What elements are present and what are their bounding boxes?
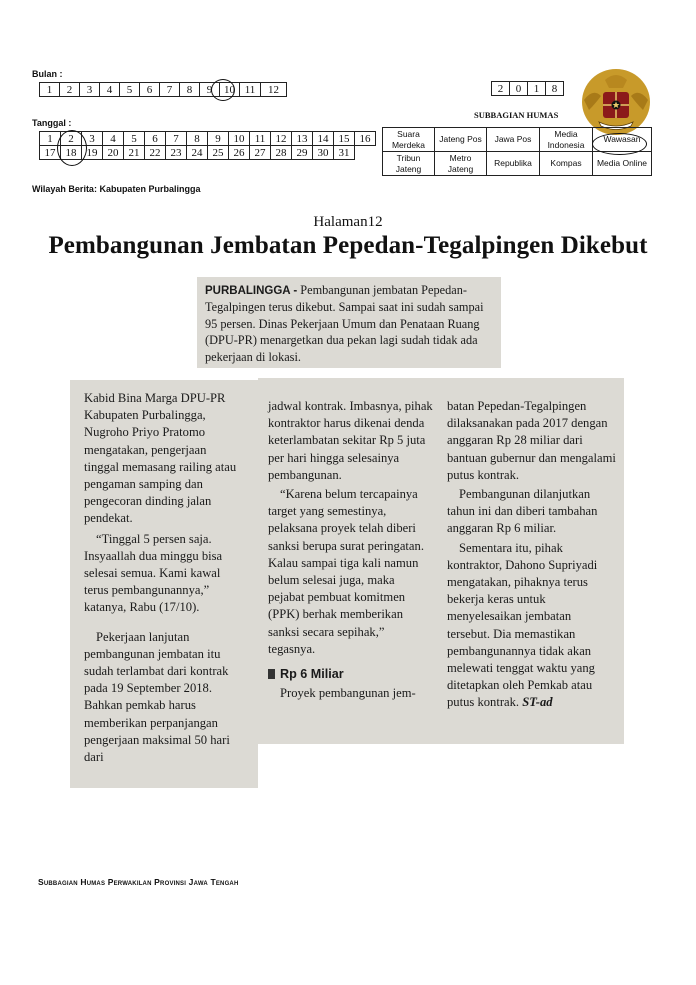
date-cell: 7: [166, 132, 187, 146]
col1-paragraph-1: Kabid Bina Marga DPU-PR Kabupaten Purbalingga, Nugroho Priyo Pratomo mengatakan, pengerjaan tinggal memasang railing atau pengaman samping dan pengecoran dinding jalan pendekat.: [84, 391, 237, 526]
wilayah-label: Wilayah Berita: Kabupaten Purbalingga: [32, 184, 201, 194]
unit-label: SUBBAGIAN HUMAS: [474, 110, 559, 120]
date-cell: 27: [250, 146, 271, 160]
date-cell: 2: [61, 132, 82, 146]
date-cell: 20: [103, 146, 124, 160]
date-cell: 29: [292, 146, 313, 160]
date-cell: 22: [145, 146, 166, 160]
month-cell: 3: [80, 83, 100, 97]
date-cell: 5: [124, 132, 145, 146]
media-cell: Media Indonesia: [540, 128, 593, 152]
date-cell: 16: [355, 132, 376, 146]
lead-text: Pembangunan jembatan Pepedan-Tegalpingen terus dikebut. Sampai saat ini sudah sampai 95 persen. Dinas Pekerjaan Umum dan Penataan Ruang (DPU-PR) menargetkan dua pekan lagi sudah tidak ada pekerjaan di lokasi.: [205, 283, 484, 364]
media-table: [382, 127, 652, 176]
date-cell: 1: [40, 132, 61, 146]
month-cell: 2: [60, 83, 80, 97]
date-cell: 15: [334, 132, 355, 146]
col2-paragraph-1: jadwal kontrak. Imbasnya, pihak kontraktor harus dikenai denda keterlambatan sekitar Rp 5 juta per hari hingga selesainya pembangunan.: [268, 399, 433, 482]
date-cell: 4: [103, 132, 124, 146]
page-number: Halaman12: [313, 214, 383, 230]
media-cell: Suara Merdeka: [383, 128, 435, 152]
year-digit-cell: 8: [546, 82, 564, 96]
date-cell: 19: [82, 146, 103, 160]
media-cell: Tribun Jateng: [383, 152, 435, 176]
date-cell: 10: [229, 132, 250, 146]
date-cell: 24: [187, 146, 208, 160]
date-cell: 12: [271, 132, 292, 146]
media-cell: Kompas: [540, 152, 593, 176]
lead-clipping: [197, 277, 501, 368]
bulan-label: Bulan :: [32, 69, 63, 79]
date-cell: 14: [313, 132, 334, 146]
month-cell: 9: [200, 83, 220, 97]
date-cell: 6: [145, 132, 166, 146]
date-cell: 3: [82, 132, 103, 146]
month-cell: 11: [240, 83, 261, 97]
col3-paragraph-2: Pembangunan dilanjutkan tahun ini dan diberi tambahan anggaran Rp 6 miliar.: [447, 487, 598, 536]
col2-paragraph-2: “Karena belum tercapainya target yang semestinya, pelaksana proyek telah diberi sanksi berupa surat peringatan. Kalau sampai tiga kali namun belum selesai juga, maka pejabat pembuat komitmen (PPK) berhak memberikan sanksi secara sepihak,” tegasnya.: [268, 487, 424, 656]
year-digit-cell: 0: [510, 82, 528, 96]
month-cell: 5: [120, 83, 140, 97]
column-2-3-clipping: [258, 378, 624, 744]
column-1-clipping: [70, 380, 258, 788]
date-cell: 21: [124, 146, 145, 160]
column-2: [268, 398, 433, 702]
col2-paragraph-3: Proyek pembangunan jem-: [280, 686, 416, 701]
month-cell: 1: [40, 83, 60, 97]
media-cell: Jateng Pos: [435, 128, 487, 152]
date-cell: 23: [166, 146, 187, 160]
col1-paragraph-3: Pekerjaan lanjutan pembangunan jembatan itu sudah terlambat dari kontrak pada 19 September 2018. Bahkan pemkab harus memberikan perpanjangan pengerjaan maksimal 50 hari dari: [84, 629, 230, 765]
year-box: [491, 81, 564, 96]
month-cell: 4: [100, 83, 120, 97]
author-sign: ST-ad: [522, 695, 553, 710]
col2-subheading: Rp 6 Miliar: [268, 666, 433, 683]
date-grid: [39, 131, 376, 160]
col3-paragraph-1: batan Pepedan-Tegalpingen dilaksanakan pada 2017 dengan anggaran Rp 28 miliar dari bantuan gubernur dan mengalami putus kontrak.: [447, 399, 616, 482]
date-cell: 8: [187, 132, 208, 146]
month-cell: 6: [140, 83, 160, 97]
month-cell: 10: [220, 83, 240, 97]
date-cell: 11: [250, 132, 271, 146]
col1-paragraph-2: “Tinggal 5 persen saja. Insyaallah dua minggu bisa selesai semua. Kami kawal terus pembangunannya,” katanya, Rabu (17/10).: [84, 531, 223, 615]
year-digit-cell: 2: [492, 82, 510, 96]
col3-paragraph-3: [447, 540, 617, 712]
date-cell: 31: [334, 146, 355, 160]
headline: Pembangunan Jembatan Pepedan-Tegalpingen Dikebut: [48, 232, 648, 259]
column-3: [447, 398, 617, 712]
media-cell: Jawa Pos: [487, 128, 540, 152]
tanggal-label: Tanggal :: [32, 118, 72, 128]
month-cell: 12: [261, 83, 287, 97]
date-cell: 28: [271, 146, 292, 160]
year-digit-cell: 1: [528, 82, 546, 96]
date-cell: 9: [208, 132, 229, 146]
media-cell: Wawasan: [593, 128, 652, 152]
footer-unit: Subbagian Humas Perwakilan Provinsi Jawa Tengah: [38, 877, 239, 887]
month-grid: [39, 82, 287, 97]
col3-paragraph-3-text: Sementara itu, pihak kontraktor, Dahono Supriyadi mengatakan, pihaknya terus bekerja keras untuk menyelesaikan jembatan tersebut. Dia memastikan pembangunannya tidak akan melewati tenggat waktu yang ditetapkan oleh Pemkab atau putus kontrak.: [447, 540, 598, 710]
date-cell: 18: [61, 146, 82, 160]
date-cell: 25: [208, 146, 229, 160]
date-cell: 26: [229, 146, 250, 160]
dateline: PURBALINGGA -: [205, 285, 298, 297]
date-cell: 30: [313, 146, 334, 160]
month-cell: 7: [160, 83, 180, 97]
date-cell: 17: [40, 146, 61, 160]
month-cell: 8: [180, 83, 200, 97]
media-cell: Media Online: [593, 152, 652, 176]
date-cell: 13: [292, 132, 313, 146]
media-cell: Republika: [487, 152, 540, 176]
media-cell: Metro Jateng: [435, 152, 487, 176]
